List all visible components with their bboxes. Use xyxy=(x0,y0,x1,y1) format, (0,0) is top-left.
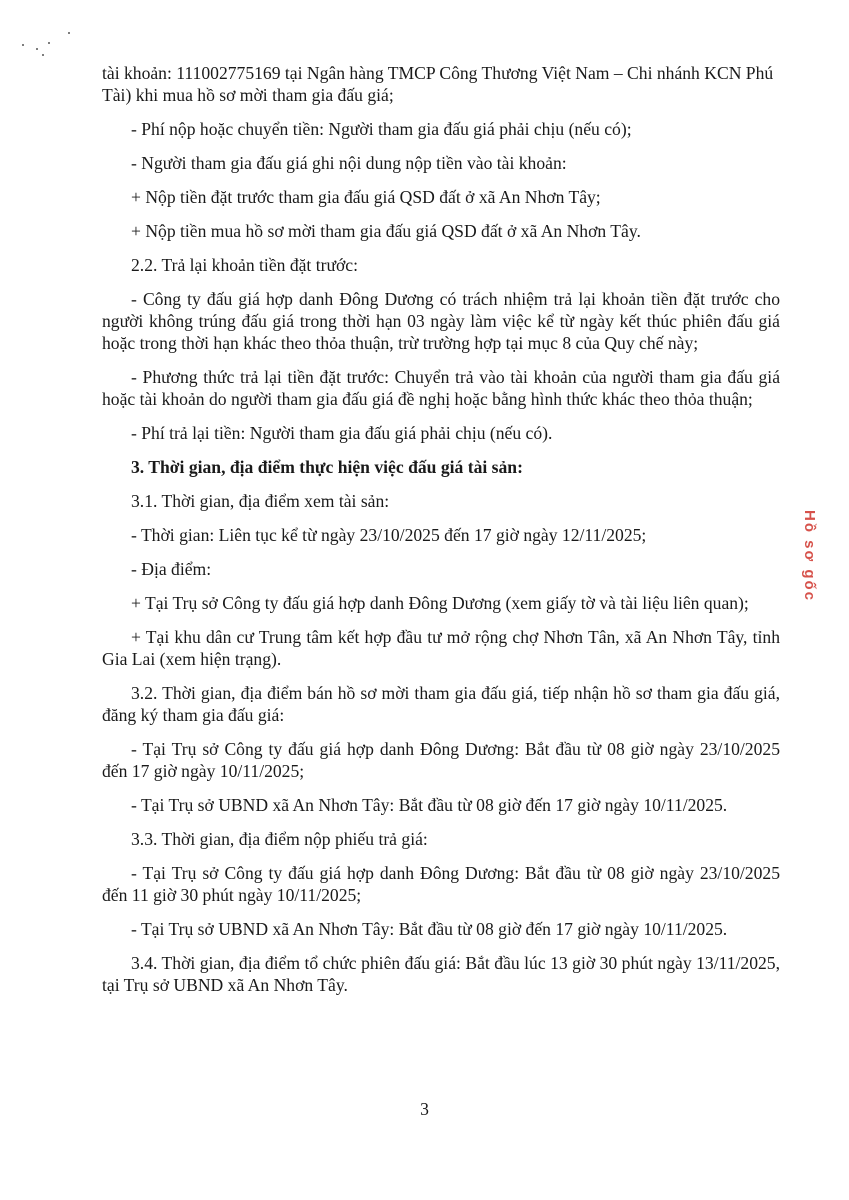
paragraph-dossier-payment: + Nộp tiền mua hồ sơ mời tham gia đấu giá QSD đất ở xã An Nhơn Tây. xyxy=(131,221,641,241)
section-heading-3-2: 3.2. Thời gian, địa điểm bán hồ sơ mời tham gia đấu giá, tiếp nhận hồ sơ tham gia đấu giá, đăng ký tham gia đấu giá: xyxy=(102,683,780,725)
paragraph-account-continuation: tài khoản: 111002775169 tại Ngân hàng TMCP Công Thương Việt Nam – Chi nhánh KCN Phú Tài) khi mua hồ sơ mời tham gia đấu giá; xyxy=(102,63,774,105)
paragraph-viewing-location-site: + Tại khu dân cư Trung tâm kết hợp đầu tư mở rộng chợ Nhơn Tân, xã An Nhơn Tây, tỉnh Gia Lai (xem hiện trạng). xyxy=(102,627,780,669)
paragraph-deposit-payment: + Nộp tiền đặt trước tham gia đấu giá QSD đất ở xã An Nhơn Tây; xyxy=(131,187,601,207)
red-stamp: Hồ sơ gốc xyxy=(801,510,818,603)
paragraph-viewing-time: - Thời gian: Liên tục kể từ ngày 23/10/2025 đến 17 giờ ngày 12/11/2025; xyxy=(131,525,647,545)
paragraph-viewing-location-office: + Tại Trụ sở Công ty đấu giá hợp danh Đông Dương (xem giấy tờ và tài liệu liên quan); xyxy=(131,593,749,613)
paragraph-bid-office: - Tại Trụ sở Công ty đấu giá hợp danh Đông Dương: Bắt đầu từ 08 giờ ngày 23/10/2025 đến 11 giờ 30 phút ngày 10/11/2025; xyxy=(102,863,780,905)
document-body xyxy=(102,62,780,1008)
paragraph-transfer-fee: - Phí nộp hoặc chuyển tiền: Người tham gia đấu giá phải chịu (nếu có); xyxy=(131,119,632,139)
scan-specks xyxy=(22,30,82,60)
paragraph-sale-commune: - Tại Trụ sở UBND xã An Nhơn Tây: Bắt đầu từ 08 giờ đến 17 giờ ngày 10/11/2025. xyxy=(131,795,728,815)
paragraph-viewing-location-label: - Địa điểm: xyxy=(131,559,212,579)
paragraph-refund-method: - Phương thức trả lại tiền đặt trước: Chuyển trả vào tài khoản của người tham gia đấu giá hoặc tài khoản do người tham gia đấu giá đề nghị hoặc bằng hình thức khác theo thỏa thuận; xyxy=(102,367,780,409)
page-number: 3 xyxy=(420,1099,429,1119)
section-heading-3: 3. Thời gian, địa điểm thực hiện việc đấu giá tài sản: xyxy=(131,457,523,477)
paragraph-refund-fee: - Phí trả lại tiền: Người tham gia đấu giá phải chịu (nếu có). xyxy=(131,423,553,443)
section-heading-2-2: 2.2. Trả lại khoản tiền đặt trước: xyxy=(131,255,359,275)
paragraph-sale-office: - Tại Trụ sở Công ty đấu giá hợp danh Đông Dương: Bắt đầu từ 08 giờ ngày 23/10/2025 đến 17 giờ ngày 10/11/2025; xyxy=(102,739,780,781)
section-heading-3-3: 3.3. Thời gian, địa điểm nộp phiếu trả giá: xyxy=(131,829,428,849)
paragraph-payment-content: - Người tham gia đấu giá ghi nội dung nộp tiền vào tài khoản: xyxy=(131,153,567,173)
section-heading-3-1: 3.1. Thời gian, địa điểm xem tài sản: xyxy=(131,491,390,511)
section-3-4-auction-session: 3.4. Thời gian, địa điểm tổ chức phiên đấu giá: Bắt đầu lúc 13 giờ 30 phút ngày 13/11/2025, tại Trụ sở UBND xã An Nhơn Tây. xyxy=(102,953,780,995)
paragraph-bid-commune: - Tại Trụ sở UBND xã An Nhơn Tây: Bắt đầu từ 08 giờ đến 17 giờ ngày 10/11/2025. xyxy=(131,919,728,939)
paragraph-deposit-refund-duty: - Công ty đấu giá hợp danh Đông Dương có trách nhiệm trả lại khoản tiền đặt trước cho người không trúng đấu giá trong thời hạn 03 ngày làm việc kể từ ngày kết thúc phiên đấu giá hoặc trong thời hạn khác theo thỏa thuận, trừ trường hợp tại mục 8 của Quy chế này; xyxy=(102,289,780,353)
